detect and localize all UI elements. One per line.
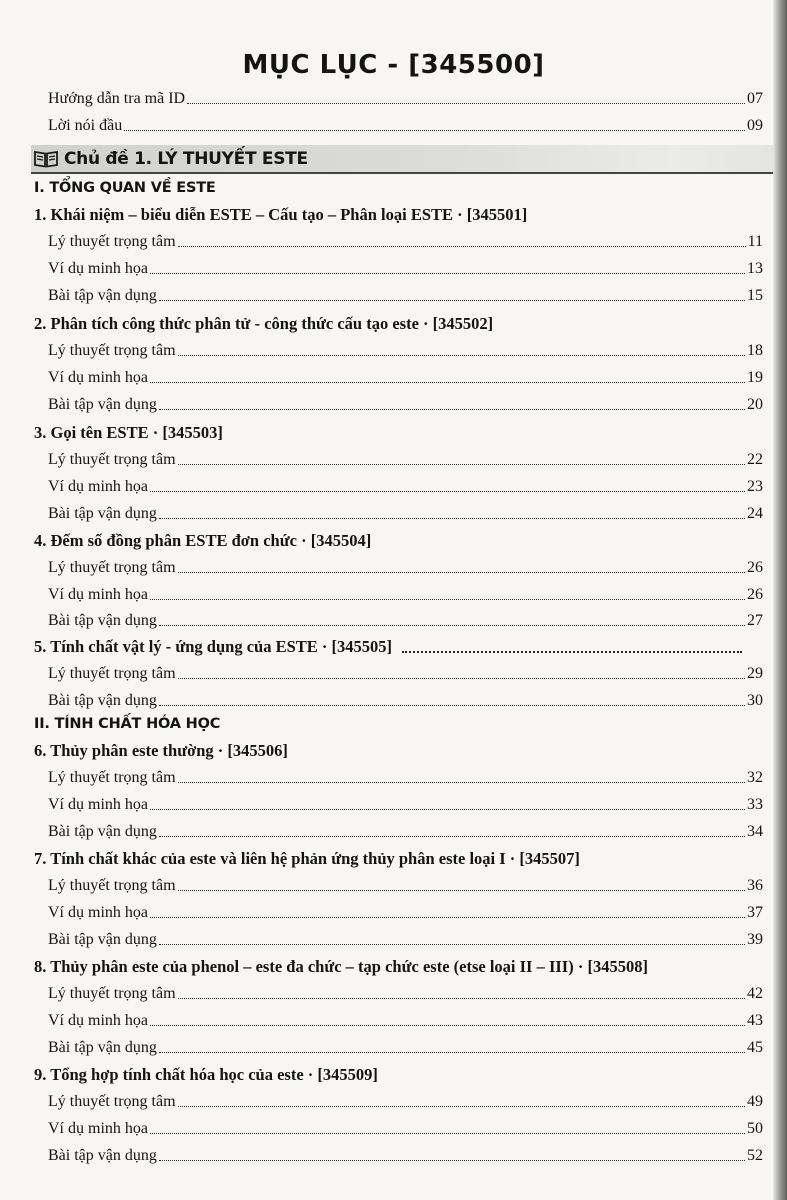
toc-entry[interactable]	[48, 1091, 763, 1113]
chapter-banner[interactable]	[31, 145, 787, 174]
dot-leader	[150, 1133, 745, 1134]
entry-page: 26	[747, 586, 763, 603]
toc-entry[interactable]	[48, 394, 763, 416]
toc-entry[interactable]	[48, 367, 763, 389]
dot-leader	[178, 355, 745, 356]
entry-page: 39	[747, 931, 763, 948]
dot-leader	[159, 1052, 745, 1053]
section-heading[interactable]	[34, 848, 754, 870]
entry-label: Ví dụ minh họa	[48, 1120, 148, 1137]
section-title: 7. Tính chất khác của este và liên hệ phản ứng thủy phân este loại I · [345507]	[34, 849, 580, 868]
entry-label: Bài tập vận dụng	[48, 612, 157, 629]
toc-entry[interactable]	[48, 231, 763, 253]
entry-label: Bài tập vận dụng	[48, 692, 157, 709]
entry-label: Lý thuyết trọng tâm	[48, 877, 176, 894]
entry-page: 07	[747, 90, 763, 107]
dot-leader	[159, 300, 745, 301]
dot-leader	[124, 130, 745, 131]
toc-entry[interactable]	[48, 767, 763, 789]
dot-leader	[187, 103, 745, 104]
dot-leader	[159, 1160, 745, 1161]
entry-label: Ví dụ minh họa	[48, 1012, 148, 1029]
dot-leader	[178, 1106, 745, 1107]
toc-entry[interactable]	[48, 610, 763, 632]
toc-entry[interactable]	[48, 794, 763, 816]
group-heading: II. TÍNH CHẤT HÓA HỌC	[34, 716, 221, 732]
entry-page: 37	[747, 904, 763, 921]
dot-leader	[159, 625, 745, 626]
entry-page: 30	[747, 692, 763, 709]
section-heading[interactable]	[34, 204, 754, 226]
entry-page: 11	[747, 233, 763, 250]
entry-page: 49	[747, 1093, 763, 1110]
dot-leader	[150, 273, 745, 274]
entry-label: Lời nói đầu	[48, 117, 123, 134]
entry-label: Ví dụ minh họa	[48, 260, 148, 277]
dot-leader	[178, 246, 746, 247]
open-book-icon	[34, 150, 58, 168]
entry-page: 18	[747, 342, 763, 359]
page-edge-shadow	[773, 0, 787, 1200]
entry-page: 24	[747, 505, 763, 522]
toc-entry[interactable]	[48, 340, 763, 362]
entry-label: Lý thuyết trọng tâm	[48, 1093, 176, 1110]
page-title: MỤC LỤC - [345500]	[242, 50, 545, 80]
dot-leader	[150, 382, 745, 383]
entry-page: 23	[747, 478, 763, 495]
toc-entry[interactable]	[48, 663, 763, 685]
toc-entry[interactable]	[48, 690, 763, 712]
entry-page: 15	[747, 287, 763, 304]
toc-entry[interactable]	[48, 1037, 763, 1059]
entry-page: 50	[747, 1120, 763, 1137]
entry-label: Ví dụ minh họa	[48, 904, 148, 921]
entry-page: 45	[747, 1039, 763, 1056]
entry-page: 34	[747, 823, 763, 840]
dot-leader	[159, 705, 745, 706]
entry-label: Hướng dẫn tra mã ID	[48, 90, 186, 107]
dot-leader	[150, 491, 745, 492]
toc-entry[interactable]	[48, 258, 763, 280]
entry-page: 20	[747, 396, 763, 413]
dot-leader	[178, 890, 745, 891]
section-heading[interactable]	[34, 422, 754, 444]
entry-page: 19	[747, 369, 763, 386]
entry-label: Lý thuyết trọng tâm	[48, 342, 176, 359]
entry-label: Lý thuyết trọng tâm	[48, 769, 176, 786]
entry-page: 33	[747, 796, 763, 813]
dot-leader	[178, 572, 745, 573]
section-heading[interactable]	[34, 313, 754, 335]
toc-entry[interactable]	[48, 1118, 763, 1140]
entry-label: Ví dụ minh họa	[48, 478, 148, 495]
entry-label: Ví dụ minh họa	[48, 796, 148, 813]
entry-label: Bài tập vận dụng	[48, 505, 157, 522]
dot-leader	[159, 518, 745, 519]
entry-page: 32	[747, 769, 763, 786]
toc-entry[interactable]	[48, 503, 763, 525]
toc-entry[interactable]	[48, 1145, 763, 1167]
entry-page: 26	[747, 559, 763, 576]
dot-leader	[150, 1025, 745, 1026]
entry-label: Bài tập vận dụng	[48, 931, 157, 948]
dot-leader	[178, 678, 745, 679]
section-title: 5. Tính chất vật lý - ứng dụng của ESTE · [345505]	[34, 637, 393, 656]
dot-leader	[178, 998, 745, 999]
section-title: 9. Tổng hợp tính chất hóa học của este · [345509]	[34, 1065, 378, 1084]
toc-entry-guide[interactable]	[48, 88, 763, 110]
section-heading[interactable]	[34, 530, 754, 552]
entry-page: 43	[747, 1012, 763, 1029]
entry-label: Bài tập vận dụng	[48, 823, 157, 840]
toc-entry[interactable]	[48, 983, 763, 1005]
section-title: 6. Thủy phân este thường · [345506]	[34, 741, 288, 760]
entry-label: Lý thuyết trọng tâm	[48, 985, 176, 1002]
dot-leader	[159, 836, 745, 837]
section-heading[interactable]	[34, 1064, 754, 1086]
section-title: 3. Gọi tên ESTE · [345503]	[34, 423, 223, 442]
section-title: 2. Phân tích công thức phân tử - công thức cấu tạo este · [345502]	[34, 314, 494, 333]
dot-leader	[159, 409, 745, 410]
toc-entry[interactable]	[48, 902, 763, 924]
entry-label: Lý thuyết trọng tâm	[48, 665, 176, 682]
toc-entry[interactable]	[48, 476, 763, 498]
toc-entry[interactable]	[48, 584, 763, 606]
section-title: 4. Đếm số đồng phân ESTE đơn chức · [345504]	[34, 531, 372, 550]
toc-entry[interactable]	[48, 1010, 763, 1032]
section-title: 8. Thủy phân este của phenol – este đa chức – tạp chức este (etse loại II – III) · [345508]	[34, 957, 648, 976]
entry-label: Ví dụ minh họa	[48, 369, 148, 386]
entry-label: Ví dụ minh họa	[48, 586, 148, 603]
entry-label: Lý thuyết trọng tâm	[48, 559, 176, 576]
toc-entry-preface[interactable]	[48, 115, 763, 137]
chapter-title: Chủ đề 1. LÝ THUYẾT ESTE	[64, 148, 308, 169]
section-heading[interactable]	[34, 956, 754, 978]
dot-leader	[178, 464, 745, 465]
entry-label: Bài tập vận dụng	[48, 396, 157, 413]
entry-label: Bài tập vận dụng	[48, 1039, 157, 1056]
entry-page: 09	[747, 117, 763, 134]
toc-entry[interactable]	[48, 285, 763, 307]
dot-leader	[150, 809, 745, 810]
entry-label: Bài tập vận dụng	[48, 1147, 157, 1164]
section-heading[interactable]	[34, 740, 754, 762]
group-heading: I. TỔNG QUAN VỀ ESTE	[34, 180, 216, 196]
dot-leader	[178, 782, 745, 783]
dot-leader	[150, 917, 745, 918]
dot-leader	[150, 599, 745, 600]
dot-leader	[159, 944, 745, 945]
dot-leader	[402, 651, 742, 653]
entry-label: Lý thuyết trọng tâm	[48, 233, 176, 250]
toc-entry[interactable]	[48, 929, 763, 951]
toc-entry[interactable]	[48, 821, 763, 843]
toc-entry[interactable]	[48, 557, 763, 579]
section-heading[interactable]	[34, 636, 754, 658]
section-title: 1. Khái niệm – biểu diễn ESTE – Cấu tạo – Phân loại ESTE · [345501]	[34, 205, 528, 224]
toc-entry[interactable]	[48, 875, 763, 897]
entry-page: 52	[747, 1147, 763, 1164]
entry-label: Bài tập vận dụng	[48, 287, 157, 304]
entry-page: 27	[747, 612, 763, 629]
entry-page: 13	[747, 260, 763, 277]
entry-page: 36	[747, 877, 763, 894]
toc-entry[interactable]	[48, 449, 763, 471]
entry-page: 29	[747, 665, 763, 682]
entry-page: 22	[747, 451, 763, 468]
entry-page: 42	[747, 985, 763, 1002]
entry-label: Lý thuyết trọng tâm	[48, 451, 176, 468]
